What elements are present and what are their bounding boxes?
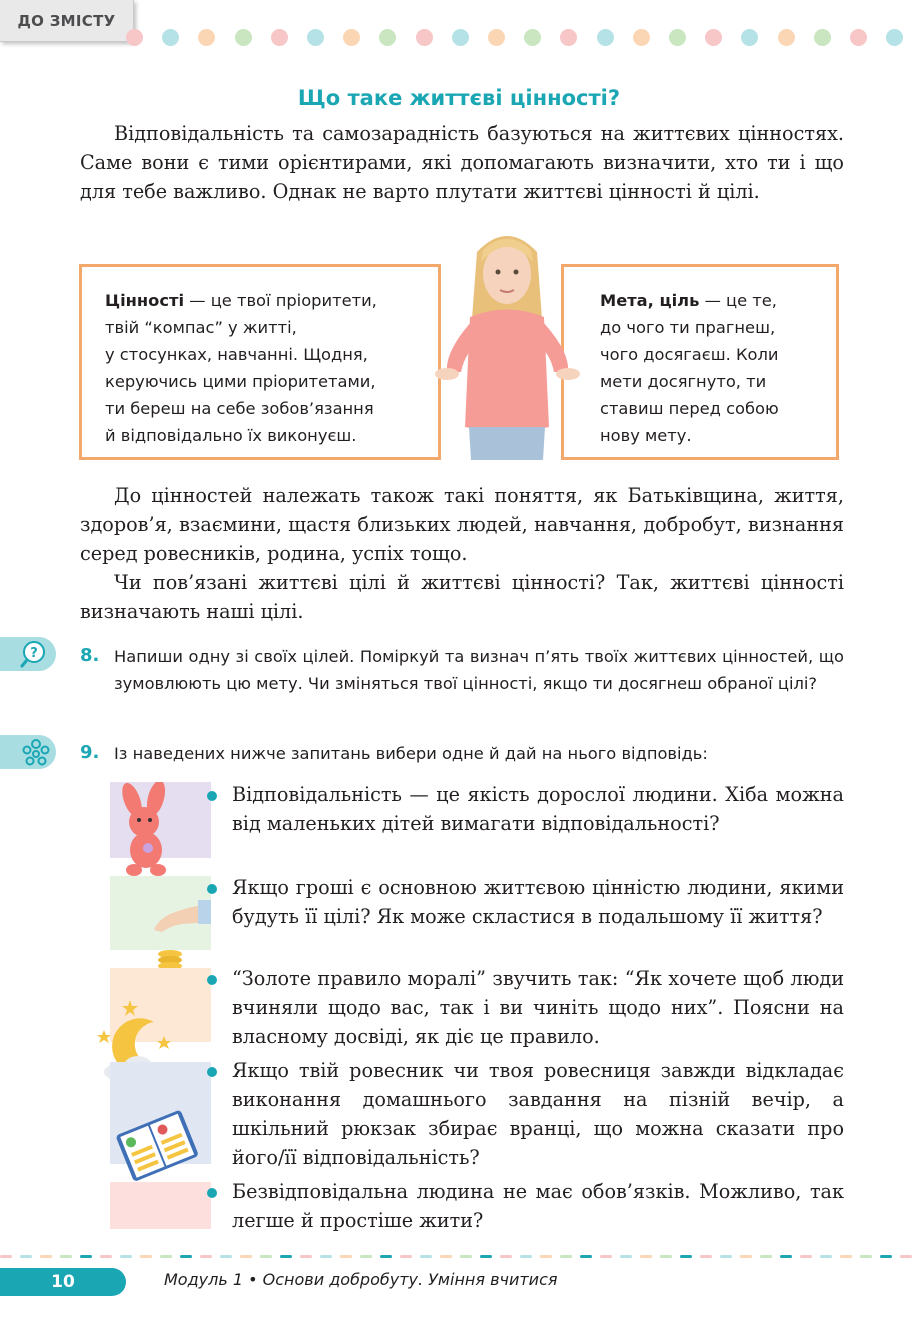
pink-bunny-toy-icon bbox=[110, 782, 211, 858]
dash-segment bbox=[720, 1255, 732, 1258]
dash-segment bbox=[560, 1255, 572, 1258]
decorative-dot bbox=[452, 29, 469, 46]
girl-shrugging-illustration bbox=[425, 222, 590, 460]
dash-segment bbox=[400, 1255, 412, 1258]
dash-segment bbox=[300, 1255, 312, 1258]
dash-segment bbox=[480, 1255, 492, 1258]
bullet-dot-icon bbox=[207, 1188, 217, 1198]
dash-segment bbox=[220, 1255, 232, 1258]
values-line: й відповідально їх виконуєш. bbox=[105, 426, 357, 445]
dash-segment bbox=[700, 1255, 712, 1258]
page-number: 10 bbox=[0, 1268, 126, 1296]
dash-segment bbox=[440, 1255, 452, 1258]
dash-segment bbox=[900, 1255, 912, 1258]
decorative-dot bbox=[633, 29, 650, 46]
decorative-dot bbox=[814, 29, 831, 46]
decorative-dot bbox=[343, 29, 360, 46]
dash-segment bbox=[260, 1255, 272, 1258]
decorative-dot bbox=[778, 29, 795, 46]
dash-segment bbox=[380, 1255, 392, 1258]
dash-segment bbox=[600, 1255, 612, 1258]
bullet-dot-icon bbox=[207, 1067, 217, 1077]
list-item: Відповідальність — це якість дорослої людини. Хіба можна від маленьких дітей вимагати відповідальності? bbox=[207, 780, 844, 838]
dash-segment bbox=[360, 1255, 372, 1258]
goal-term: Мета, ціль bbox=[600, 291, 700, 310]
dash-segment bbox=[420, 1255, 432, 1258]
goal-definition-box bbox=[561, 264, 839, 460]
values-line: ти береш на себе зобов’язання bbox=[105, 399, 374, 418]
dash-segment bbox=[80, 1255, 92, 1258]
footer-dashed-divider bbox=[0, 1255, 918, 1259]
dash-segment bbox=[540, 1255, 552, 1258]
decorative-dot bbox=[416, 29, 433, 46]
values-line: у стосунках, навчанні. Щодня, bbox=[105, 345, 368, 364]
decorative-dots bbox=[126, 29, 906, 47]
checklist-book-icon bbox=[110, 1062, 211, 1164]
values-definition-box bbox=[79, 264, 441, 460]
dash-segment bbox=[820, 1255, 832, 1258]
dash-segment bbox=[620, 1255, 632, 1258]
values-list-paragraph: До цінностей належать також такі поняття, як Батьківщина, життя, здоров’я, взаємини, щастя близьких людей, навчання, добробут, визнання серед ровесників, родина, успіх тощо. bbox=[80, 484, 844, 565]
dash-segment bbox=[280, 1255, 292, 1258]
task-text: Напиши одну зі своїх цілей. Поміркуй та визнач п’ять твоїх життєвих цінностей, що зумовлюють цю мету. Чи зміняться твої цінності, якщо ти досягнеш обраної цілі? bbox=[114, 647, 844, 693]
svg-text:?: ? bbox=[30, 646, 38, 661]
bullet-dot-icon bbox=[207, 791, 217, 801]
question-magnifier-icon bbox=[0, 637, 56, 671]
dash-segment bbox=[800, 1255, 812, 1258]
decorative-dot bbox=[669, 29, 686, 46]
task-text: Із наведених нижче запитань вибери одне й дай на нього відповідь: bbox=[114, 744, 708, 763]
dash-segment bbox=[140, 1255, 152, 1258]
dash-segment bbox=[460, 1255, 472, 1258]
decorative-dot bbox=[126, 29, 143, 46]
dash-segment bbox=[840, 1255, 852, 1258]
dash-segment bbox=[780, 1255, 792, 1258]
dash-segment bbox=[160, 1255, 172, 1258]
toc-link[interactable]: ДО ЗМІСТУ bbox=[0, 0, 134, 42]
dash-segment bbox=[740, 1255, 752, 1258]
dash-segment bbox=[880, 1255, 892, 1258]
list-item: Якщо гроші є основною життєвою цінністю людини, якими будуть її цілі? Як може скластися в подальшому її життя? bbox=[207, 873, 844, 931]
dash-segment bbox=[580, 1255, 592, 1258]
goal-line: — це те, bbox=[704, 291, 777, 310]
values-line: керуючись цими пріоритетами, bbox=[105, 372, 376, 391]
decorative-dot bbox=[198, 29, 215, 46]
footer-module-title: Модуль 1 • Основи добробуту. Уміння вчитися bbox=[164, 1270, 558, 1289]
task-number: 8. bbox=[80, 645, 100, 666]
dash-segment bbox=[200, 1255, 212, 1258]
decorative-dot bbox=[705, 29, 722, 46]
bullet-dot-icon bbox=[207, 884, 217, 894]
dash-segment bbox=[320, 1255, 332, 1258]
dash-segment bbox=[760, 1255, 772, 1258]
dash-segment bbox=[860, 1255, 872, 1258]
dash-segment bbox=[0, 1255, 12, 1258]
list-item: Якщо твій ровесник чи твоя ровесниця завжди відкладає виконання домашнього завдання на пізній вечір, а шкільний рюкзак збирає вранці, що можна сказати про його/її відповідальність? bbox=[207, 1056, 844, 1172]
decorative-dot bbox=[850, 29, 867, 46]
dash-segment bbox=[640, 1255, 652, 1258]
question-paragraph: Чи пов’язані життєві цілі й життєві цінності? Так, життєві цінності визначають наші цілі. bbox=[80, 571, 844, 623]
decorative-dot bbox=[524, 29, 541, 46]
dash-segment bbox=[20, 1255, 32, 1258]
group-discussion-icon bbox=[0, 735, 56, 769]
goal-line: мети досягнуто, ти bbox=[600, 372, 767, 391]
decorative-dot bbox=[741, 29, 758, 46]
goal-line: чого досягаєш. Коли bbox=[600, 345, 779, 364]
decorative-dot bbox=[379, 29, 396, 46]
goal-line: нову мету. bbox=[600, 426, 692, 445]
dash-segment bbox=[40, 1255, 52, 1258]
decorative-dot bbox=[235, 29, 252, 46]
list-item: “Золоте правило моралі” звучить так: “Як хочете щоб люди вчиняли щодо вас, так і ви чиніть щодо них”. Поясни на власному досвіді, як діє це правило. bbox=[207, 964, 844, 1051]
hand-with-coins-icon bbox=[110, 876, 211, 950]
intro-paragraph: Відповідальність та самозарадність базуються на життєвих цінностях. Саме вони є тими орієнтирами, які допомагають визначити, хто ти і що для тебе важливо. Однак не варто плутати життєві цінності й цілі. bbox=[80, 122, 844, 203]
decorative-dot bbox=[162, 29, 179, 46]
decorative-dot bbox=[886, 29, 903, 46]
dash-segment bbox=[340, 1255, 352, 1258]
values-line: — це твої пріоритети, bbox=[189, 291, 377, 310]
pink-highlight-box bbox=[110, 1182, 211, 1229]
decorative-dot bbox=[307, 29, 324, 46]
dash-segment bbox=[680, 1255, 692, 1258]
dash-segment bbox=[660, 1255, 672, 1258]
decorative-dot bbox=[597, 29, 614, 46]
values-line: твій “компас” у житті, bbox=[105, 318, 297, 337]
section-title: Що таке життєві цінності? bbox=[297, 86, 621, 110]
task-number: 9. bbox=[80, 742, 100, 763]
decorative-dot bbox=[560, 29, 577, 46]
dash-segment bbox=[180, 1255, 192, 1258]
dash-segment bbox=[520, 1255, 532, 1258]
goal-line: ставиш перед собою bbox=[600, 399, 779, 418]
dash-segment bbox=[240, 1255, 252, 1258]
goal-line: до чого ти прагнеш, bbox=[600, 318, 776, 337]
values-term: Цінності bbox=[105, 291, 185, 310]
moon-and-stars-icon bbox=[110, 968, 211, 1042]
dash-segment bbox=[500, 1255, 512, 1258]
decorative-dot bbox=[488, 29, 505, 46]
dash-segment bbox=[60, 1255, 72, 1258]
list-item: Безвідповідальна людина не має обов’язків. Можливо, так легше й простіше жити? bbox=[207, 1177, 844, 1235]
dash-segment bbox=[100, 1255, 112, 1258]
bullet-dot-icon bbox=[207, 975, 217, 985]
decorative-dot bbox=[271, 29, 288, 46]
dash-segment bbox=[120, 1255, 132, 1258]
